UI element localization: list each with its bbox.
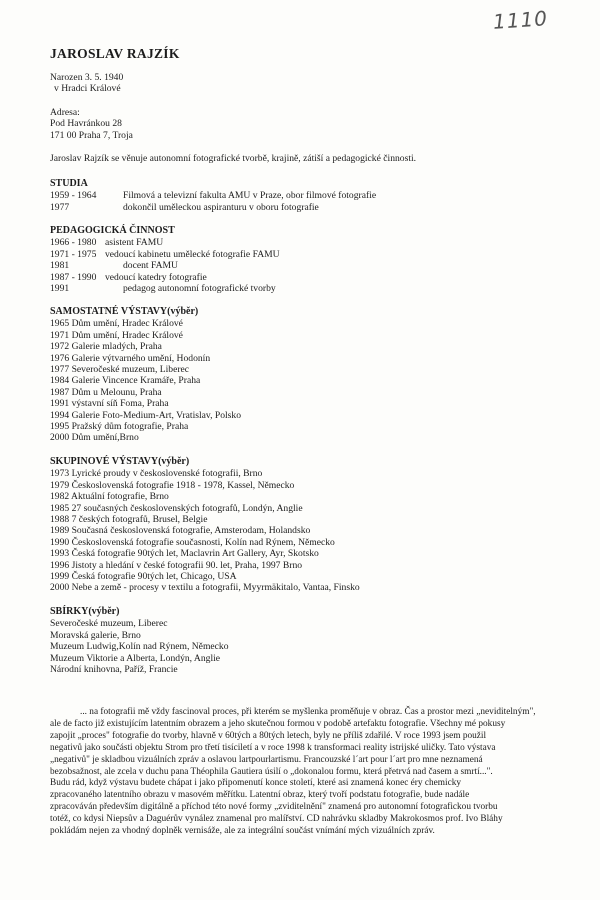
item-text: vedoucí katedry fotografie [105, 271, 207, 283]
section-heading: SBÍRKY(výběr) [50, 606, 120, 617]
intro-text [50, 153, 416, 164]
list-item: 2000 Nebe a země - procesy v textilu a fotografii, Myyrmäkitalo, Vantaa, Finsko [50, 582, 360, 594]
item-period: 1971 - 1975 [50, 248, 97, 260]
list-item: 1989 Současná československá fotografie, Amsterodam, Holandsko [50, 525, 311, 537]
item-period: 1977 [50, 201, 70, 213]
section-skupinove-vystavy [50, 456, 360, 594]
list-item: 1988 7 českých fotografů, Brusel, Belgie [50, 514, 208, 526]
birth-place: v Hradci Králové [54, 83, 121, 95]
list-item: Muzeum Viktorie a Alberta, Londýn, Anglie [50, 652, 221, 664]
list-item: 1973 Lyrické proudy v československé fotografii, Brno [50, 468, 263, 480]
list-item: Muzeum Ludwig,Kolín nad Rýnem, Německo [50, 641, 229, 653]
essay-line: negativů jako součásti objektu Strom pro třetí tisíciletí a v roce 1998 k transformaci reality istrijské uličky. Tato výstava [50, 742, 496, 753]
list-item: 1995 Pražský dům fotografie, Praha [50, 421, 189, 433]
item-text: pedagog autonomní fotografické tvorby [123, 283, 276, 295]
list-item: 1993 Česká fotografie 90tých let, Maclavrin Art Gallery, Ayr, Skotsko [50, 548, 319, 560]
section-sbirky [50, 606, 229, 675]
list-item: 1996 Jistoty a hledání v české fotografii 90. let, Praha, 1997 Brno [50, 559, 303, 571]
item-text: docent FAMU [123, 260, 178, 272]
handwritten-page-number: 1110 [492, 6, 549, 34]
intro-line: Jaroslav Rajzík se věnuje autonomní fotografické tvorbě, krajině, zátiší a pedagogické činnosti. [50, 153, 417, 164]
section-heading: STUDIA [50, 178, 88, 189]
list-item: 1979 Československá fotografie 1918 - 1978, Kassel, Německo [50, 479, 295, 491]
section-heading: SKUPINOVÉ VÝSTAVY(výběr) [50, 456, 190, 467]
birth-date: Narozen 3. 5. 1940 [50, 72, 124, 83]
list-item: 1985 27 současných československých fotografů, Londýn, Anglie [50, 502, 303, 514]
list-item: 1991 výstavní síň Foma, Praha [50, 398, 169, 410]
section-heading: PEDAGOGICKÁ ČINNOST [50, 225, 175, 236]
item-period: 1981 [50, 260, 70, 272]
item-period: 1991 [50, 283, 70, 295]
essay-line: zpracovaného latentního obrazu v masovém měřítku. Latentní obraz, který tvoří podstatu fotografie, bude nadále [50, 790, 470, 801]
essay-line: zpracováván především digitálně a příchod této nové formy „zviditelnění" znamená pro autonomní fotografickou tvorbu [50, 802, 498, 813]
address-street: Pod Havránkou 28 [50, 118, 122, 130]
item-period: 1966 - 1980 [50, 237, 97, 249]
list-item: 1984 Galerie Vincence Kramáře, Praha [50, 375, 201, 387]
essay-paragraph [50, 707, 570, 838]
item-text: Filmová a televizní fakulta AMU v Praze, obor filmové fotografie [123, 190, 377, 202]
item-text: vedoucí kabinetu umělecké fotografie FAMU [105, 248, 280, 260]
essay-line: zapojit „proces" fotografie do tvorby, hlavně v 60tých a 80tých letech, byly ne příliš zdařilé. V roce 1993 jsem použil [50, 730, 487, 741]
item-period: 1987 - 1990 [50, 271, 97, 283]
list-item: 1972 Galerie mladých, Praha [50, 341, 162, 353]
essay-line: totéž, co kdysi Niepsův a Daguérův vynález znamenal pro malířství. CD nahrávku skladby Makrokosmos prof. Ivo Bláhy [50, 814, 503, 825]
list-item: Moravská galerie, Brno [50, 629, 141, 641]
list-item [50, 190, 376, 201]
address-city: 171 00 Praha 7, Troja [50, 129, 133, 141]
item-text: asistent FAMU [105, 237, 164, 249]
essay-line: bezobsažnost, ale zcela v duchu pana Théophila Gautiera úsilí o „dokonalou formu, která přetrvá nad časem a smrtí...". [50, 766, 493, 777]
list-item: 1982 Aktuální fotografie, Brno [50, 491, 169, 503]
address-label: Adresa: [50, 107, 80, 118]
section-samostatne-vystavy [50, 306, 241, 444]
list-item [50, 202, 376, 213]
list-item: 1990 Československá fotografie současnosti, Kolín nad Rýnem, Německo [50, 536, 335, 548]
page-title: JAROSLAV RAJZÍK [50, 46, 180, 61]
essay-line: „negativů" je skladbou vizuálních zpráv a oslavou lartpourlartismu. Francouzské l´art pour l´art pro mne neznamená [50, 754, 483, 765]
section-heading: SAMOSTATNÉ VÝSTAVY(výběr) [50, 306, 199, 317]
list-item [50, 237, 280, 248]
list-item: 1994 Galerie Foto-Medium-Art, Vratislav, Polsko [50, 409, 242, 421]
list-item: Severočeské muzeum, Liberec [50, 618, 168, 630]
list-item: 1987 Dům u Melounu, Praha [50, 386, 162, 398]
item-text: dokončil uměleckou aspiranturu v oboru fotografie [123, 201, 319, 213]
list-item: 1977 Severočeské muzeum, Liberec [50, 364, 190, 376]
essay-line: pokládám nejen za vhodný doplněk vernisáže, ale za integrální součást vnímání mých vizuálních zpráv. [50, 826, 435, 837]
list-item: 1965 Dům umění, Hradec Králové [50, 318, 183, 330]
list-item: Národní knihovna, Paříž, Francie [50, 664, 178, 676]
section-pedagogicka [50, 225, 280, 294]
list-item: 1971 Dům umění, Hradec Králové [50, 329, 183, 341]
section-studia [50, 178, 376, 213]
list-item [50, 272, 280, 283]
essay-line: ... na fotografii mě vždy fascinoval proces, při kterém se myšlenka proměňuje v obraz. Čas a prostor mezi „neviditelným", [80, 707, 536, 717]
list-item [50, 283, 280, 294]
list-item: 1976 Galerie výtvarného umění, Hodonín [50, 352, 211, 364]
list-item [50, 249, 280, 260]
address-block [50, 107, 133, 141]
essay-line: Budu rád, když výstavu budete chápat i jako připomenutí konce století, které asi znamená konec éry chemicky [50, 778, 461, 789]
list-item [50, 260, 280, 271]
list-item: 2000 Dům umění,Brno [50, 432, 139, 444]
birth-info [50, 72, 123, 95]
list-item: 1999 Česká fotografie 90tých let, Chicago, USA [50, 571, 237, 583]
essay-line: ale de facto již existujícím latentním obrazem a jeho skutečnou formou v podobě artefaktu fotografie. Všechny mé pokusy [50, 718, 506, 729]
item-period: 1959 - 1964 [50, 190, 97, 202]
